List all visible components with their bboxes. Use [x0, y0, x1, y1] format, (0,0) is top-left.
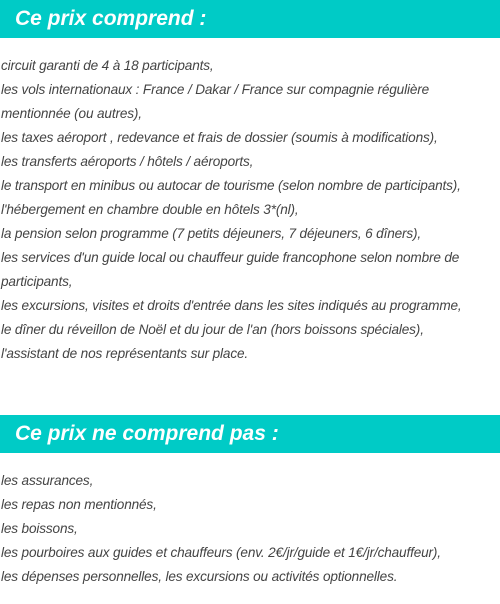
list-item: les vols internationaux : France / Dakar / France sur compagnie régulière mentionnée (ou autres),	[1, 82, 430, 121]
list-item: les transferts aéroports / hôtels / aéroports,	[1, 154, 254, 169]
list-item: le transport en minibus ou autocar de tourisme (selon nombre de participants),	[1, 178, 461, 193]
list-item: les dépenses personnelles, les excursions ou activités optionnelles.	[1, 569, 398, 584]
list-item: les assurances,	[1, 473, 94, 488]
price-excludes-heading: Ce prix ne comprend pas :	[0, 415, 500, 453]
list-item: les services d'un guide local ou chauffeur guide francophone selon nombre de participants,	[1, 250, 460, 289]
list-item: les boissons,	[1, 521, 78, 536]
list-item: l'assistant de nos représentants sur place.	[1, 346, 249, 361]
list-item: le dîner du réveillon de Noël et du jour de l'an (hors boissons spéciales),	[1, 322, 424, 337]
list-item: les excursions, visites et droits d'entrée dans les sites indiqués au programme,	[1, 298, 462, 313]
list-item: les taxes aéroport , redevance et frais de dossier (soumis à modifications),	[1, 130, 438, 145]
list-item: circuit garanti de 4 à 18 participants,	[1, 58, 214, 73]
price-excludes-list	[0, 469, 500, 589]
price-includes-heading: Ce prix comprend :	[0, 0, 500, 38]
list-item: les repas non mentionnés,	[1, 497, 157, 512]
price-includes-list	[0, 54, 500, 366]
list-item: les pourboires aux guides et chauffeurs (env. 2€/jr/guide et 1€/jr/chauffeur),	[1, 545, 441, 560]
list-item: l'hébergement en chambre double en hôtels 3*(nl),	[1, 202, 299, 217]
list-item: la pension selon programme (7 petits déjeuners, 7 déjeuners, 6 dîners),	[1, 226, 422, 241]
